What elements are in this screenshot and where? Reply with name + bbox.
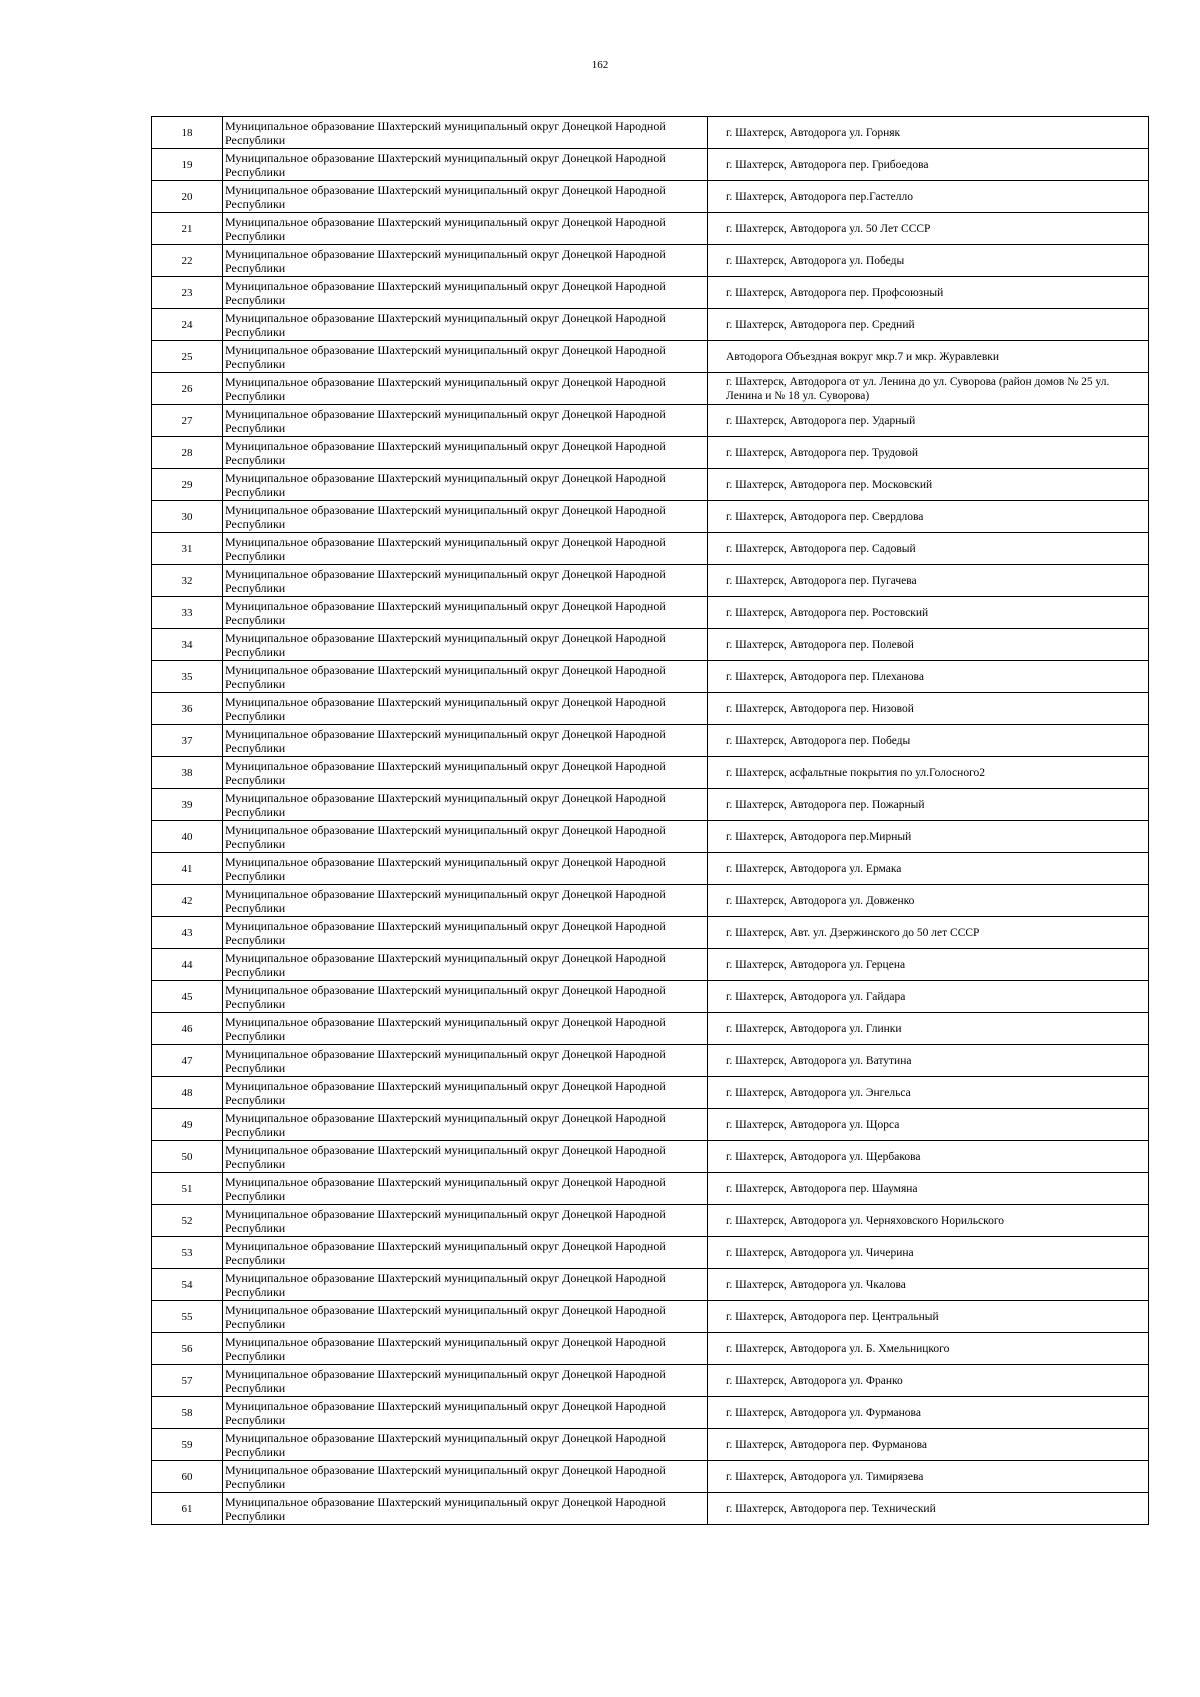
table-row [152, 725, 1149, 757]
object-address-cell: г. Шахтерск, Автодорога от ул. Ленина до ул. Суворова (район домов № 25 ул. Ленина и № 18 ул. Суворова) [708, 373, 1149, 405]
table-row [152, 1173, 1149, 1205]
row-number-cell: 58 [152, 1397, 223, 1429]
table-row [152, 1333, 1149, 1365]
table-row [152, 629, 1149, 661]
table-row [152, 1013, 1149, 1045]
object-address-cell: г. Шахтерск, Автодорога ул. Черняховского Норильского [708, 1205, 1149, 1237]
table-row [152, 1397, 1149, 1429]
row-number-cell: 46 [152, 1013, 223, 1045]
object-address-cell: Автодорога Объездная вокруг мкр.7 и мкр. Журавлевки [708, 341, 1149, 373]
table-row [152, 885, 1149, 917]
object-address-cell: г. Шахтерск, Автодорога пер. Пожарный [708, 789, 1149, 821]
row-number-cell: 29 [152, 469, 223, 501]
object-address-cell: г. Шахтерск, Автодорога ул. 50 Лет СССР [708, 213, 1149, 245]
object-address-cell: г. Шахтерск, Автодорога пер. Фурманова [708, 1429, 1149, 1461]
row-number-cell: 34 [152, 629, 223, 661]
table-row [152, 1269, 1149, 1301]
row-number-cell: 55 [152, 1301, 223, 1333]
row-number-cell: 23 [152, 277, 223, 309]
owner-cell: Муниципальное образование Шахтерский муниципальный округ Донецкой Народной Республики [223, 1397, 708, 1429]
table-row [152, 821, 1149, 853]
table-row [152, 341, 1149, 373]
row-number-cell: 54 [152, 1269, 223, 1301]
owner-cell: Муниципальное образование Шахтерский муниципальный округ Донецкой Народной Республики [223, 533, 708, 565]
table-row [152, 597, 1149, 629]
owner-cell: Муниципальное образование Шахтерский муниципальный округ Донецкой Народной Республики [223, 341, 708, 373]
row-number-cell: 52 [152, 1205, 223, 1237]
owner-cell: Муниципальное образование Шахтерский муниципальный округ Донецкой Народной Республики [223, 693, 708, 725]
object-address-cell: г. Шахтерск, Автодорога пер. Грибоедова [708, 149, 1149, 181]
row-number-cell: 33 [152, 597, 223, 629]
object-address-cell: г. Шахтерск, Автодорога пер. Свердлова [708, 501, 1149, 533]
object-address-cell: г. Шахтерск, Автодорога ул. Франко [708, 1365, 1149, 1397]
owner-cell: Муниципальное образование Шахтерский муниципальный округ Донецкой Народной Республики [223, 629, 708, 661]
owner-cell: Муниципальное образование Шахтерский муниципальный округ Донецкой Народной Республики [223, 1493, 708, 1525]
owner-cell: Муниципальное образование Шахтерский муниципальный округ Донецкой Народной Республики [223, 149, 708, 181]
object-address-cell: г. Шахтерск, Автодорога пер. Победы [708, 725, 1149, 757]
table-row [152, 213, 1149, 245]
table-row [152, 373, 1149, 405]
owner-cell: Муниципальное образование Шахтерский муниципальный округ Донецкой Народной Республики [223, 437, 708, 469]
owner-cell: Муниципальное образование Шахтерский муниципальный округ Донецкой Народной Республики [223, 565, 708, 597]
row-number-cell: 44 [152, 949, 223, 981]
owner-cell: Муниципальное образование Шахтерский муниципальный округ Донецкой Народной Республики [223, 181, 708, 213]
owner-cell: Муниципальное образование Шахтерский муниципальный округ Донецкой Народной Республики [223, 789, 708, 821]
owner-cell: Муниципальное образование Шахтерский муниципальный округ Донецкой Народной Республики [223, 469, 708, 501]
row-number-cell: 31 [152, 533, 223, 565]
row-number-cell: 22 [152, 245, 223, 277]
owner-cell: Муниципальное образование Шахтерский муниципальный округ Донецкой Народной Республики [223, 757, 708, 789]
row-number-cell: 56 [152, 1333, 223, 1365]
table-row [152, 1461, 1149, 1493]
owner-cell: Муниципальное образование Шахтерский муниципальный округ Донецкой Народной Республики [223, 1077, 708, 1109]
row-number-cell: 38 [152, 757, 223, 789]
row-number-cell: 32 [152, 565, 223, 597]
object-address-cell: г. Шахтерск, Автодорога пер. Ударный [708, 405, 1149, 437]
owner-cell: Муниципальное образование Шахтерский муниципальный округ Донецкой Народной Республики [223, 1173, 708, 1205]
object-address-cell: г. Шахтерск, Автодорога пер. Трудовой [708, 437, 1149, 469]
row-number-cell: 43 [152, 917, 223, 949]
owner-cell: Муниципальное образование Шахтерский муниципальный округ Донецкой Народной Республики [223, 1141, 708, 1173]
owner-cell: Муниципальное образование Шахтерский муниципальный округ Донецкой Народной Республики [223, 373, 708, 405]
object-address-cell: г. Шахтерск, Автодорога пер. Средний [708, 309, 1149, 341]
owner-cell: Муниципальное образование Шахтерский муниципальный округ Донецкой Народной Республики [223, 1333, 708, 1365]
row-number-cell: 45 [152, 981, 223, 1013]
table-row [152, 1141, 1149, 1173]
object-address-cell: г. Шахтерск, Автодорога пер. Профсоюзный [708, 277, 1149, 309]
row-number-cell: 28 [152, 437, 223, 469]
row-number-cell: 60 [152, 1461, 223, 1493]
table-row [152, 309, 1149, 341]
object-address-cell: г. Шахтерск, Автодорога ул. Гайдара [708, 981, 1149, 1013]
owner-cell: Муниципальное образование Шахтерский муниципальный округ Донецкой Народной Республики [223, 277, 708, 309]
owner-cell: Муниципальное образование Шахтерский муниципальный округ Донецкой Народной Республики [223, 1429, 708, 1461]
table-row [152, 981, 1149, 1013]
owner-cell: Муниципальное образование Шахтерский муниципальный округ Донецкой Народной Республики [223, 501, 708, 533]
register-table-body [152, 117, 1149, 1525]
owner-cell: Муниципальное образование Шахтерский муниципальный округ Донецкой Народной Республики [223, 917, 708, 949]
object-address-cell: г. Шахтерск, Автодорога ул. Энгельса [708, 1077, 1149, 1109]
object-address-cell: г. Шахтерск, Автодорога ул. Щербакова [708, 1141, 1149, 1173]
page-number: 162 [591, 59, 609, 71]
object-address-cell: г. Шахтерск, Автодорога ул. Победы [708, 245, 1149, 277]
object-address-cell: г. Шахтерск, асфальтные покрытия по ул.Голосного2 [708, 757, 1149, 789]
table-row [152, 405, 1149, 437]
table-row [152, 533, 1149, 565]
table-row [152, 853, 1149, 885]
owner-cell: Муниципальное образование Шахтерский муниципальный округ Донецкой Народной Республики [223, 1045, 708, 1077]
table-row [152, 1493, 1149, 1525]
row-number-cell: 21 [152, 213, 223, 245]
table-row [152, 565, 1149, 597]
object-address-cell: г. Шахтерск, Автодорога пер. Пугачева [708, 565, 1149, 597]
table-row [152, 1109, 1149, 1141]
owner-cell: Муниципальное образование Шахтерский муниципальный округ Донецкой Народной Республики [223, 661, 708, 693]
row-number-cell: 50 [152, 1141, 223, 1173]
table-row [152, 1045, 1149, 1077]
table-row [152, 149, 1149, 181]
row-number-cell: 26 [152, 373, 223, 405]
owner-cell: Муниципальное образование Шахтерский муниципальный округ Донецкой Народной Республики [223, 213, 708, 245]
table-row [152, 1077, 1149, 1109]
table-row [152, 949, 1149, 981]
row-number-cell: 20 [152, 181, 223, 213]
object-address-cell: г. Шахтерск, Автодорога пер. Садовый [708, 533, 1149, 565]
object-address-cell: г. Шахтерск, Авт. ул. Дзержинского до 50 лет СССР [708, 917, 1149, 949]
owner-cell: Муниципальное образование Шахтерский муниципальный округ Донецкой Народной Республики [223, 949, 708, 981]
object-address-cell: г. Шахтерск, Автодорога пер. Полевой [708, 629, 1149, 661]
table-row [152, 1429, 1149, 1461]
row-number-cell: 19 [152, 149, 223, 181]
table-row [152, 693, 1149, 725]
owner-cell: Муниципальное образование Шахтерский муниципальный округ Донецкой Народной Республики [223, 885, 708, 917]
object-address-cell: г. Шахтерск, Автодорога пер. Плеханова [708, 661, 1149, 693]
object-address-cell: г. Шахтерск, Автодорога пер.Гастелло [708, 181, 1149, 213]
row-number-cell: 37 [152, 725, 223, 757]
owner-cell: Муниципальное образование Шахтерский муниципальный округ Донецкой Народной Республики [223, 117, 708, 149]
object-address-cell: г. Шахтерск, Автодорога ул. Горняк [708, 117, 1149, 149]
table-row [152, 757, 1149, 789]
row-number-cell: 49 [152, 1109, 223, 1141]
object-address-cell: г. Шахтерск, Автодорога ул. Чкалова [708, 1269, 1149, 1301]
object-address-cell: г. Шахтерск, Автодорога ул. Ватутина [708, 1045, 1149, 1077]
table-row [152, 661, 1149, 693]
table-row [152, 1301, 1149, 1333]
table-row [152, 1237, 1149, 1269]
row-number-cell: 42 [152, 885, 223, 917]
object-address-cell: г. Шахтерск, Автодорога ул. Тимирязева [708, 1461, 1149, 1493]
owner-cell: Муниципальное образование Шахтерский муниципальный округ Донецкой Народной Республики [223, 309, 708, 341]
owner-cell: Муниципальное образование Шахтерский муниципальный округ Донецкой Народной Республики [223, 981, 708, 1013]
table-row [152, 277, 1149, 309]
row-number-cell: 47 [152, 1045, 223, 1077]
table-row [152, 917, 1149, 949]
owner-cell: Муниципальное образование Шахтерский муниципальный округ Донецкой Народной Республики [223, 821, 708, 853]
object-address-cell: г. Шахтерск, Автодорога пер. Центральный [708, 1301, 1149, 1333]
owner-cell: Муниципальное образование Шахтерский муниципальный округ Донецкой Народной Республики [223, 245, 708, 277]
table-row [152, 1205, 1149, 1237]
owner-cell: Муниципальное образование Шахтерский муниципальный округ Донецкой Народной Республики [223, 725, 708, 757]
owner-cell: Муниципальное образование Шахтерский муниципальный округ Донецкой Народной Республики [223, 405, 708, 437]
owner-cell: Муниципальное образование Шахтерский муниципальный округ Донецкой Народной Республики [223, 1109, 708, 1141]
owner-cell: Муниципальное образование Шахтерский муниципальный округ Донецкой Народной Республики [223, 1269, 708, 1301]
object-address-cell: г. Шахтерск, Автодорога пер. Низовой [708, 693, 1149, 725]
row-number-cell: 59 [152, 1429, 223, 1461]
row-number-cell: 51 [152, 1173, 223, 1205]
owner-cell: Муниципальное образование Шахтерский муниципальный округ Донецкой Народной Республики [223, 1461, 708, 1493]
row-number-cell: 61 [152, 1493, 223, 1525]
object-address-cell: г. Шахтерск, Автодорога ул. Б. Хмельницкого [708, 1333, 1149, 1365]
owner-cell: Муниципальное образование Шахтерский муниципальный округ Донецкой Народной Республики [223, 1205, 708, 1237]
object-address-cell: г. Шахтерск, Автодорога пер. Московский [708, 469, 1149, 501]
owner-cell: Муниципальное образование Шахтерский муниципальный округ Донецкой Народной Республики [223, 1301, 708, 1333]
owner-cell: Муниципальное образование Шахтерский муниципальный округ Донецкой Народной Республики [223, 1365, 708, 1397]
object-address-cell: г. Шахтерск, Автодорога ул. Глинки [708, 1013, 1149, 1045]
table-row [152, 501, 1149, 533]
object-address-cell: г. Шахтерск, Автодорога ул. Ермака [708, 853, 1149, 885]
object-address-cell: г. Шахтерск, Автодорога ул. Щорса [708, 1109, 1149, 1141]
object-address-cell: г. Шахтерск, Автодорога пер. Ростовский [708, 597, 1149, 629]
object-address-cell: г. Шахтерск, Автодорога пер. Шаумяна [708, 1173, 1149, 1205]
table-row [152, 117, 1149, 149]
object-address-cell: г. Шахтерск, Автодорога пер. Технический [708, 1493, 1149, 1525]
row-number-cell: 48 [152, 1077, 223, 1109]
row-number-cell: 40 [152, 821, 223, 853]
owner-cell: Муниципальное образование Шахтерский муниципальный округ Донецкой Народной Республики [223, 1013, 708, 1045]
row-number-cell: 27 [152, 405, 223, 437]
table-row [152, 1365, 1149, 1397]
object-address-cell: г. Шахтерск, Автодорога ул. Герцена [708, 949, 1149, 981]
table-row [152, 181, 1149, 213]
row-number-cell: 53 [152, 1237, 223, 1269]
property-register-table [151, 116, 1149, 1525]
row-number-cell: 39 [152, 789, 223, 821]
row-number-cell: 35 [152, 661, 223, 693]
row-number-cell: 57 [152, 1365, 223, 1397]
row-number-cell: 41 [152, 853, 223, 885]
row-number-cell: 18 [152, 117, 223, 149]
owner-cell: Муниципальное образование Шахтерский муниципальный округ Донецкой Народной Республики [223, 1237, 708, 1269]
row-number-cell: 30 [152, 501, 223, 533]
object-address-cell: г. Шахтерск, Автодорога ул. Чичерина [708, 1237, 1149, 1269]
object-address-cell: г. Шахтерск, Автодорога пер.Мирный [708, 821, 1149, 853]
row-number-cell: 25 [152, 341, 223, 373]
object-address-cell: г. Шахтерск, Автодорога ул. Довженко [708, 885, 1149, 917]
table-row [152, 245, 1149, 277]
row-number-cell: 36 [152, 693, 223, 725]
object-address-cell: г. Шахтерск, Автодорога ул. Фурманова [708, 1397, 1149, 1429]
table-row [152, 789, 1149, 821]
owner-cell: Муниципальное образование Шахтерский муниципальный округ Донецкой Народной Республики [223, 853, 708, 885]
owner-cell: Муниципальное образование Шахтерский муниципальный округ Донецкой Народной Республики [223, 597, 708, 629]
row-number-cell: 24 [152, 309, 223, 341]
table-row [152, 437, 1149, 469]
table-row [152, 469, 1149, 501]
